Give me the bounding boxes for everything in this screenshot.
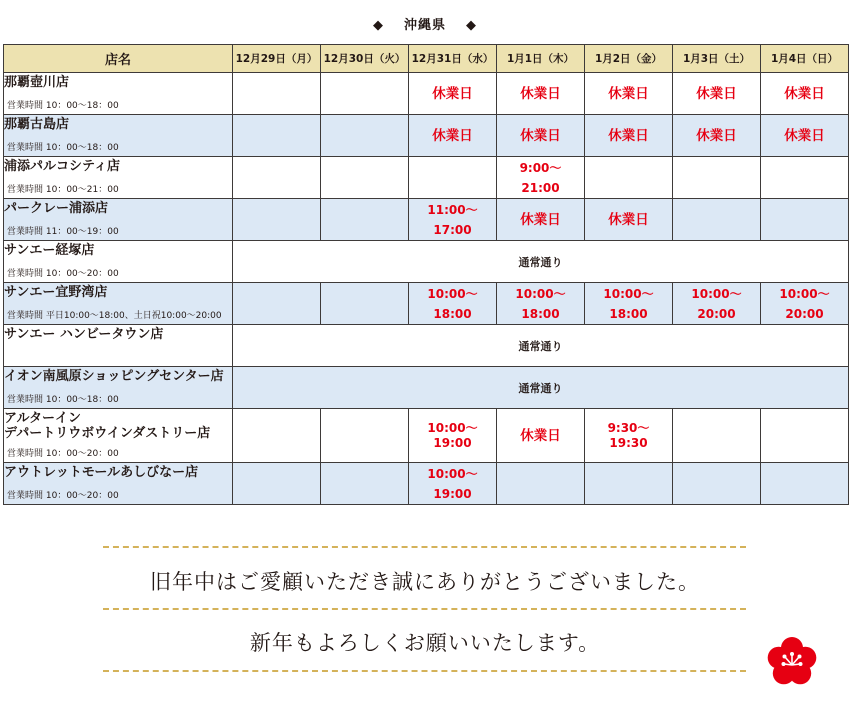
normal-hours-cell: 通常通り: [233, 367, 849, 409]
closed-day-cell: 休業日: [409, 73, 497, 115]
day-cell: [409, 157, 497, 199]
day-cell: [321, 283, 409, 325]
day-cell: 10:00〜 20:00: [761, 283, 849, 325]
greeting-line-1: 旧年中はご愛顧いただき誠にありがとうございました。: [150, 570, 700, 594]
day-cell: [321, 463, 409, 505]
day-cell: [761, 463, 849, 505]
header-date: 12月31日（水）: [409, 45, 497, 73]
store-name: サンエー宜野湾店: [4, 285, 108, 300]
day-cell: 9:30〜 19:30: [585, 409, 673, 463]
day-cell: 10:00〜 19:00: [409, 409, 497, 463]
closed-day-cell: 休業日: [497, 115, 585, 157]
header-store: 店名: [4, 45, 233, 73]
store-cell: [4, 283, 233, 325]
store-hours: 営業時間 10：00〜18：00: [7, 395, 119, 405]
closed-day-cell: 休業日: [585, 73, 673, 115]
table-row: [4, 115, 849, 157]
table-row: [4, 157, 849, 199]
day-cell: [585, 463, 673, 505]
store-name: 那覇壺川店: [4, 75, 70, 90]
closed-day-cell: 休業日: [409, 115, 497, 157]
table-row: [4, 241, 849, 283]
store-name: サンエー経塚店: [4, 243, 95, 258]
day-cell: [761, 199, 849, 241]
day-cell: [497, 463, 585, 505]
store-name: アルターイン デパートリウボウインダストリー店: [4, 411, 211, 441]
day-cell: [233, 463, 321, 505]
normal-hours-cell: 通常通り: [233, 325, 849, 367]
normal-hours-cell: 通常通り: [233, 241, 849, 283]
table-header-row: [4, 45, 849, 73]
store-hours: 営業時間 10：00〜21：00: [7, 185, 119, 195]
diamond-icon: ◆: [466, 18, 477, 33]
header-date: 1月1日（木）: [497, 45, 585, 73]
day-cell: [321, 409, 409, 463]
table-row: [4, 367, 849, 409]
day-cell: [585, 157, 673, 199]
store-hours: 営業時間 平日10:00〜18:00、土日祝10:00〜20:00: [7, 311, 222, 321]
closed-day-cell: 休業日: [673, 115, 761, 157]
ume-blossom-icon: [766, 636, 818, 688]
closed-day-cell: 休業日: [497, 199, 585, 241]
dashed-divider: [103, 608, 746, 610]
closed-day-cell: 休業日: [761, 115, 849, 157]
region-name: 沖縄県: [403, 18, 446, 33]
day-cell: [673, 199, 761, 241]
store-cell: [4, 241, 233, 283]
table-row: [4, 199, 849, 241]
day-cell: [233, 199, 321, 241]
day-cell: 10:00〜 18:00: [585, 283, 673, 325]
store-name: パークレー浦添店: [4, 201, 109, 216]
closed-day-cell: 休業日: [585, 199, 673, 241]
store-name: イオン南風原ショッピングセンター店: [4, 369, 224, 384]
store-hours: 営業時間 10：00〜20：00: [7, 491, 119, 501]
day-cell: [673, 409, 761, 463]
day-cell: 11:00〜 17:00: [409, 199, 497, 241]
day-cell: [233, 283, 321, 325]
day-cell: 10:00〜 20:00: [673, 283, 761, 325]
region-title: [0, 14, 850, 33]
day-cell: [761, 157, 849, 199]
store-cell: [4, 367, 233, 409]
day-cell: [321, 199, 409, 241]
header-date: 12月30日（火）: [321, 45, 409, 73]
closed-day-cell: 休業日: [673, 73, 761, 115]
store-cell: [4, 463, 233, 505]
store-hours: 営業時間 10：00〜20：00: [7, 449, 119, 459]
day-cell: [673, 157, 761, 199]
closed-day-cell: 休業日: [497, 409, 585, 463]
store-hours: 営業時間 10：00〜18：00: [7, 101, 119, 111]
store-name: サンエー ハンビータウン店: [4, 327, 164, 342]
store-cell: [4, 115, 233, 157]
store-name: 浦添パルコシティ店: [4, 159, 120, 174]
day-cell: [761, 409, 849, 463]
store-hours: 営業時間 10：00〜18：00: [7, 143, 119, 153]
header-date: 1月4日（日）: [761, 45, 849, 73]
table-row: [4, 283, 849, 325]
dashed-divider: [103, 670, 746, 672]
greeting-line-2: 新年もよろしくお願いいたします。: [249, 631, 601, 655]
day-cell: [321, 115, 409, 157]
holiday-hours-table: [3, 44, 849, 505]
day-cell: 10:00〜 18:00: [497, 283, 585, 325]
store-name: 那覇古島店: [4, 117, 70, 132]
closed-day-cell: 休業日: [761, 73, 849, 115]
day-cell: [321, 157, 409, 199]
store-name: アウトレットモールあしびなー店: [4, 465, 199, 480]
day-cell: [321, 73, 409, 115]
header-date: 1月3日（土）: [673, 45, 761, 73]
table-row: [4, 463, 849, 505]
day-cell: [233, 409, 321, 463]
closed-day-cell: 休業日: [497, 73, 585, 115]
day-cell: 9:00〜 21:00: [497, 157, 585, 199]
day-cell: [233, 115, 321, 157]
day-cell: 10:00〜 18:00: [409, 283, 497, 325]
day-cell: [673, 463, 761, 505]
closed-day-cell: 休業日: [585, 115, 673, 157]
store-cell: [4, 157, 233, 199]
header-date: 12月29日（月）: [233, 45, 321, 73]
day-cell: 10:00〜 19:00: [409, 463, 497, 505]
table-row: [4, 325, 849, 367]
store-cell: [4, 409, 233, 463]
header-date: 1月2日（金）: [585, 45, 673, 73]
store-cell: [4, 73, 233, 115]
dashed-divider: [103, 546, 746, 548]
diamond-icon: ◆: [372, 18, 384, 33]
day-cell: [233, 73, 321, 115]
store-hours: 営業時間 11：00〜19：00: [7, 227, 119, 237]
store-hours: 営業時間 10：00〜20：00: [7, 269, 119, 279]
table-row: [4, 409, 849, 463]
table-row: [4, 73, 849, 115]
store-cell: [4, 325, 233, 367]
day-cell: [233, 157, 321, 199]
store-cell: [4, 199, 233, 241]
